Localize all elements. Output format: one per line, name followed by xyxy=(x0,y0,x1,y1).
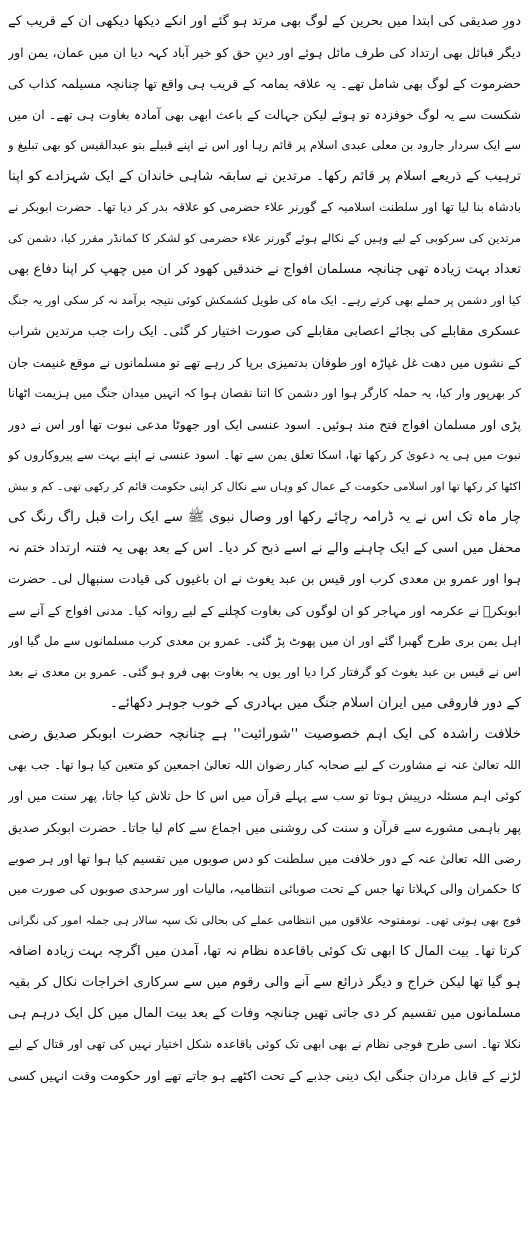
text-line: اللہ تعالیٰ عنہ نے مشاورت کے لیے صحابہ کبار رضوان اللہ تعالیٰ اجمعین کو متعین کیا ہوا تھا۔ جب بھی xyxy=(8,758,521,772)
text-line: فوج بھی ہوتی تھی۔ نومفتوحہ علاقوں میں انتظامی عملے کی بحالی تک سپہ سالار ہی جملہ امور کی نگرانی xyxy=(8,914,521,927)
text-line: شکست سے یہ لوگ خوفزدہ تو ہوئے لیکن جہالت کے باعث ابھی بھی آمادہ بغاوت ہی تھے۔ ان میں xyxy=(8,107,521,122)
text-line: تعداد بہت زیادہ تھی چنانچہ مسلمان افواج نے خندقیں کھود کر ان میں چھپ کر اپنا دفاع بھی xyxy=(8,262,521,277)
text-line: لڑنے کے قابل مردان جنگی ایک دینی جذبے کے تحت اکٹھے ہو جاتے تھے اور حکومت وقت انہیں کسی xyxy=(8,1068,521,1083)
text-line: اہل یمن بری طرح گھبرا گئے اور ان میں پھوٹ پڑ گئی۔ عمرو بن معدی کرب مسلمانوں سے مل گیا اور xyxy=(8,634,521,648)
text-line: ابوبکرؓ نے عکرمہ اور مہاجر کو ان لوگوں کی بغاوت کچلنے کے لیے روانہ کیا۔ مدنی افواج کے آنے سے xyxy=(8,603,521,618)
text-line: کا حکمران والی کہلاتا تھا جس کے تحت صوبائی انتظامیہ، مالیات اور سرحدی صوبوں کی صورت میں xyxy=(8,882,521,896)
text-line: بادشاہ بنا لیا تھا اور سلطنت اسلامیہ کے گورنر علاء حضرمی کو علاقہ بدر کر دیا تھا۔ حضرت ابوبکر نے xyxy=(8,200,521,214)
text-line: کیا اور دشمن پر حملے بھی کرتے رہے۔ ایک ماہ کی طویل کشمکش کوئی نتیجہ برآمد نہ کر سکی اور یہ جنگ xyxy=(8,293,521,307)
text-line: دورِ صدیقی کی ابتدا میں بحرین کے لوگ بھی مرتد ہو گئے اور انکے دیکھا دیکھی ان کے قریب کے xyxy=(8,14,521,29)
text-line: حضرموت کے لوگ بھی شامل تھے۔ یہ علاقہ یمامہ کے قریب ہی واقع تھا چنانچہ مسیلمہ کذاب کی xyxy=(8,76,521,91)
text-line: سے ایک سردار جارود بن معلی عبدی اسلام پر قائم رہا اور اس نے اپنے قبیلے بنو عبدالقیس کو بھی تبلیغ و xyxy=(8,138,521,152)
text-line: چار ماہ تک اس نے یہ ڈرامہ رچائے رکھا اور وصال نبوی ﷺ سے ایک رات قبل راگ رنگ کی xyxy=(8,509,521,525)
text-line: اس نے قیس بن عبد یغوث کو گرفتار کرا دیا اور یوں یہ بغاوت بھی فرو ہو گئی۔ عمرو بن معدی نے بعد xyxy=(8,665,521,679)
text-line: نکلا تھا۔ اسی طرح فوجی نظام نے بھی ابھی تک کوئی باقاعدہ شکل اختیار نہیں کی تھی اور قتال کے لیے xyxy=(8,1037,521,1051)
text-line: کے نشوں میں دھت غل غپاڑہ اور طوفان بدتمیزی برپا کر رہے تھے تو مسلمانوں نے موقع غنیمت جان xyxy=(8,355,521,370)
text-line: اکٹھا کر رکھا تھا اور اسلامی حکومت کے عمال کو وہاں سے نکال کر اپنی حکومت قائم کر رکھی تھی۔ کم و بیش xyxy=(8,480,521,493)
text-line: کرتا تھا۔ بیت المال کا ابھی تک کوئی باقاعدہ نظام نہ تھا، آمدن میں اگرچہ بہت زیادہ اضافہ xyxy=(8,944,521,959)
text-line: خلافت راشدہ کی ایک اہم خصوصیت ''شورائیت'' ہے چنانچہ حضرت ابوبکر صدیق رضی xyxy=(8,726,521,742)
text-line: رضی اللہ تعالیٰ عنہ کے دور خلافت میں سلطنت کو دس صوبوں میں تقسیم کیا ہوا تھا اور ہر صوبے xyxy=(8,851,521,866)
text-line: کوئی اہم مسئلہ درپیش ہوتا تو سب سے پہلے قرآن میں اس کا حل تلاش کیا جاتا، پھر سنت میں اور xyxy=(8,789,521,803)
text-line: کے دور فاروقی میں ایران اسلام جنگ میں بہادری کے خوب جوہر دکھائے۔ xyxy=(109,695,521,711)
text-line: محفل میں اسی کے ایک چاہنے والے نے اسے ذبح کر دیا۔ اس کے بعد بھی یہ فتنہ ارتداد ختم نہ xyxy=(8,541,521,556)
text-line: پھر باہمی مشورے سے قرآن و سنت کی روشنی میں اجماع سے کام لیا جاتا۔ حضرت ابوبکر صدیق xyxy=(8,820,521,835)
text-line: ہو گیا تھا لیکن خراج و دیگر ذرائع سے آنے والی رقوم میں سے سرکاری اخراجات نکال کر بقیہ xyxy=(8,975,521,990)
text-line: دیگر قبائل بھی ارتداد کی طرف مائل ہوئے اور دینِ حق کو خیر آباد کہہ دیا ان میں عمان، یمن اور xyxy=(8,45,521,60)
text-line: نبوت میں ہی یہ دعویٰ کر رکھا تھا، اسکا تعلق یمن سے تھا۔ اسود عنسی نے اپنے بہت سے پیروکاروں کو xyxy=(8,448,521,462)
text-line: کر بھرپور وار کیا، یہ حملہ کارگر ہوا اور دشمن کا اتنا نقصان ہوا کہ انہیں میدان جنگ میں ہزیمت اٹھانا xyxy=(8,386,521,400)
paragraph-apostasy-wars xyxy=(8,6,521,719)
paragraph-shura xyxy=(8,719,521,1091)
text-line: مرتدین کی سرکوبی کے لیے وہیں کے نکالے ہوئے گورنر علاء حضرمی کو لشکر کا کمانڈر مقرر کیا، دشمن کی xyxy=(8,231,521,245)
text-line: پڑی اور مسلمان افواج فتح مند ہوئیں۔ اسود عنسی ایک اور جھوٹا مدعی نبوت تھا اور اس نے دور xyxy=(8,417,521,432)
text-line: ہوا اور عمرو بن معدی کرب اور قیس بن عبد یغوث نے ان باغیوں کی قیادت سنبھال لی۔ حضرت xyxy=(8,572,521,587)
text-line: مسلمانوں میں تقسیم کر دی جاتی تھیں چنانچہ وفات کے بعد بیت المال میں کل ایک درہم ہی xyxy=(8,1006,521,1021)
text-line: ترہیب کے ذریعے اسلام پر قائم رکھا۔ مرتدین نے سابقہ شاہی خاندان کے ایک شہزادے کو اپنا xyxy=(8,169,521,184)
text-line: عسکری مقابلے کی بجائے اعصابی مقابلے کی صورت اختیار کر گئی۔ ایک رات جب مرتدین شراب xyxy=(8,324,521,339)
